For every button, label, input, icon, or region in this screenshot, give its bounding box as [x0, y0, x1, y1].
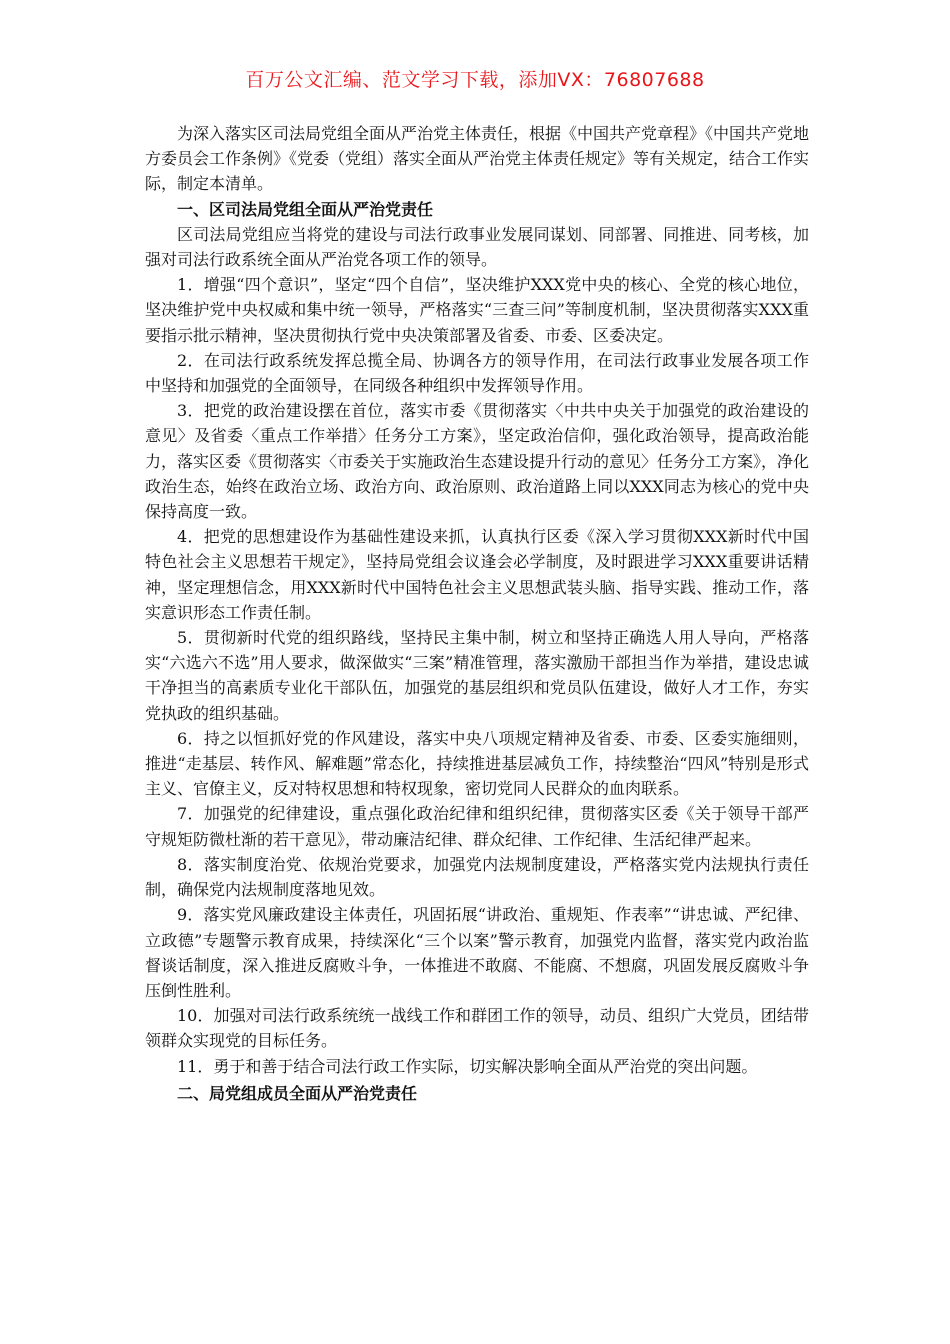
- list-item: 1．增强“四个意识”，坚定“四个自信”，坚决维护XXX党中央的核心、全党的核心地位，坚决维护党中央权威和集中统一领导，严格落实“三查三问”等制度机制，坚决贯彻落实XXX重要指示批示精神，坚决贯彻执行党中央决策部署及省委、市委、区委决定。: [145, 275, 809, 345]
- section-heading-1: 一、区司法局党组全面从严治党责任: [177, 199, 434, 219]
- list-item: 4．把党的思想建设作为基础性建设来抓，认真执行区委《深入学习贯彻XXX新时代中国特色社会主义思想若干规定》，坚持局党组会议逢会必学制度，及时跟进学习XXX重要讲话精神，坚定理想信念，用XXX新时代中国特色社会主义思想武装头脑、指导实践、推动工作，落实意识形态工作责任制。: [145, 527, 809, 622]
- list-item: 7．加强党的纪律建设，重点强化政治纪律和组织纪律，贯彻落实区委《关于领导干部严守规矩防微杜渐的若干意见》，带动廉洁纪律、群众纪律、工作纪律、生活纪律严起来。: [145, 804, 809, 849]
- header-banner: 百万公文汇编、范文学习下载，添加VX：76807688: [245, 69, 705, 91]
- list-item: 11．勇于和善于结合司法行政工作实际，切实解决影响全面从严治党的突出问题。: [177, 1056, 758, 1076]
- list-item: 9．落实党风廉政建设主体责任，巩固拓展“讲政治、重规矩、作表率”“讲忠诚、严纪律、立政德”专题警示教育成果，持续深化“三个以案”警示教育，加强党内监督，落实党内政治监督谈话制度，深入推进反腐败斗争，一体推进不敢腐、不能腐、不想腐，巩固发展反腐败斗争压倒性胜利。: [145, 905, 809, 1000]
- list-item: 5．贯彻新时代党的组织路线，坚持民主集中制，树立和坚持正确选人用人导向，严格落实“六选六不选”用人要求，做深做实“三案”精准管理，落实激励干部担当作为举措，建设忠诚干净担当的高素质专业化干部队伍，加强党的基层组织和党员队伍建设，做好人才工作，夯实党执政的组织基础。: [145, 628, 809, 723]
- document-body: [145, 121, 809, 1106]
- list-item: 2．在司法行政系统发挥总揽全局、协调各方的领导作用，在司法行政事业发展各项工作中坚持和加强党的全面领导，在同级各种组织中发挥领导作用。: [145, 350, 809, 396]
- section-heading-2: 二、局党组成员全面从严治党责任: [177, 1083, 418, 1103]
- list-item: 3．把党的政治建设摆在首位，落实市委《贯彻落实〈中共中央关于加强党的政治建设的意见〉及省委〈重点工作举措〉任务分工方案》，坚定政治信仰，强化政治领导，提高政治能力，落实区委《贯彻落实〈市委关于实施政治生态建设提升行动的意见〉任务分工方案》，净化政治生态，始终在政治立场、政治方向、政治原则、政治道路上同以XXX同志为核心的党中央保持高度一致。: [145, 401, 810, 522]
- list-item: 10．加强对司法行政系统统一战线工作和群团工作的领导，动员、组织广大党员，团结带领群众实现党的目标任务。: [145, 1006, 809, 1051]
- list-item: 8．落实制度治党、依规治党要求，加强党内法规制度建设，严格落实党内法规执行责任制，确保党内法规制度落地见效。: [145, 854, 809, 900]
- section-intro-paragraph: 区司法局党组应当将党的建设与司法行政事业发展同谋划、同部署、同推进、同考核，加强对司法行政系统全面从严治党各项工作的领导。: [145, 224, 809, 270]
- list-item: 6．持之以恒抓好党的作风建设，落实中央八项规定精神及省委、市委、区委实施细则，推进“走基层、转作风、解难题”常态化，持续推进基层减负工作，持续整治“四风”特别是形式主义、官僚主义，反对特权思想和特权现象，密切党同人民群众的血肉联系。: [145, 728, 809, 799]
- intro-paragraph: 为深入落实区司法局党组全面从严治党主体责任，根据《中国共产党章程》《中国共产党地方委员会工作条例》《党委（党组）落实全面从严治党主体责任规定》等有关规定，结合工作实际，制定本清单。: [145, 124, 810, 194]
